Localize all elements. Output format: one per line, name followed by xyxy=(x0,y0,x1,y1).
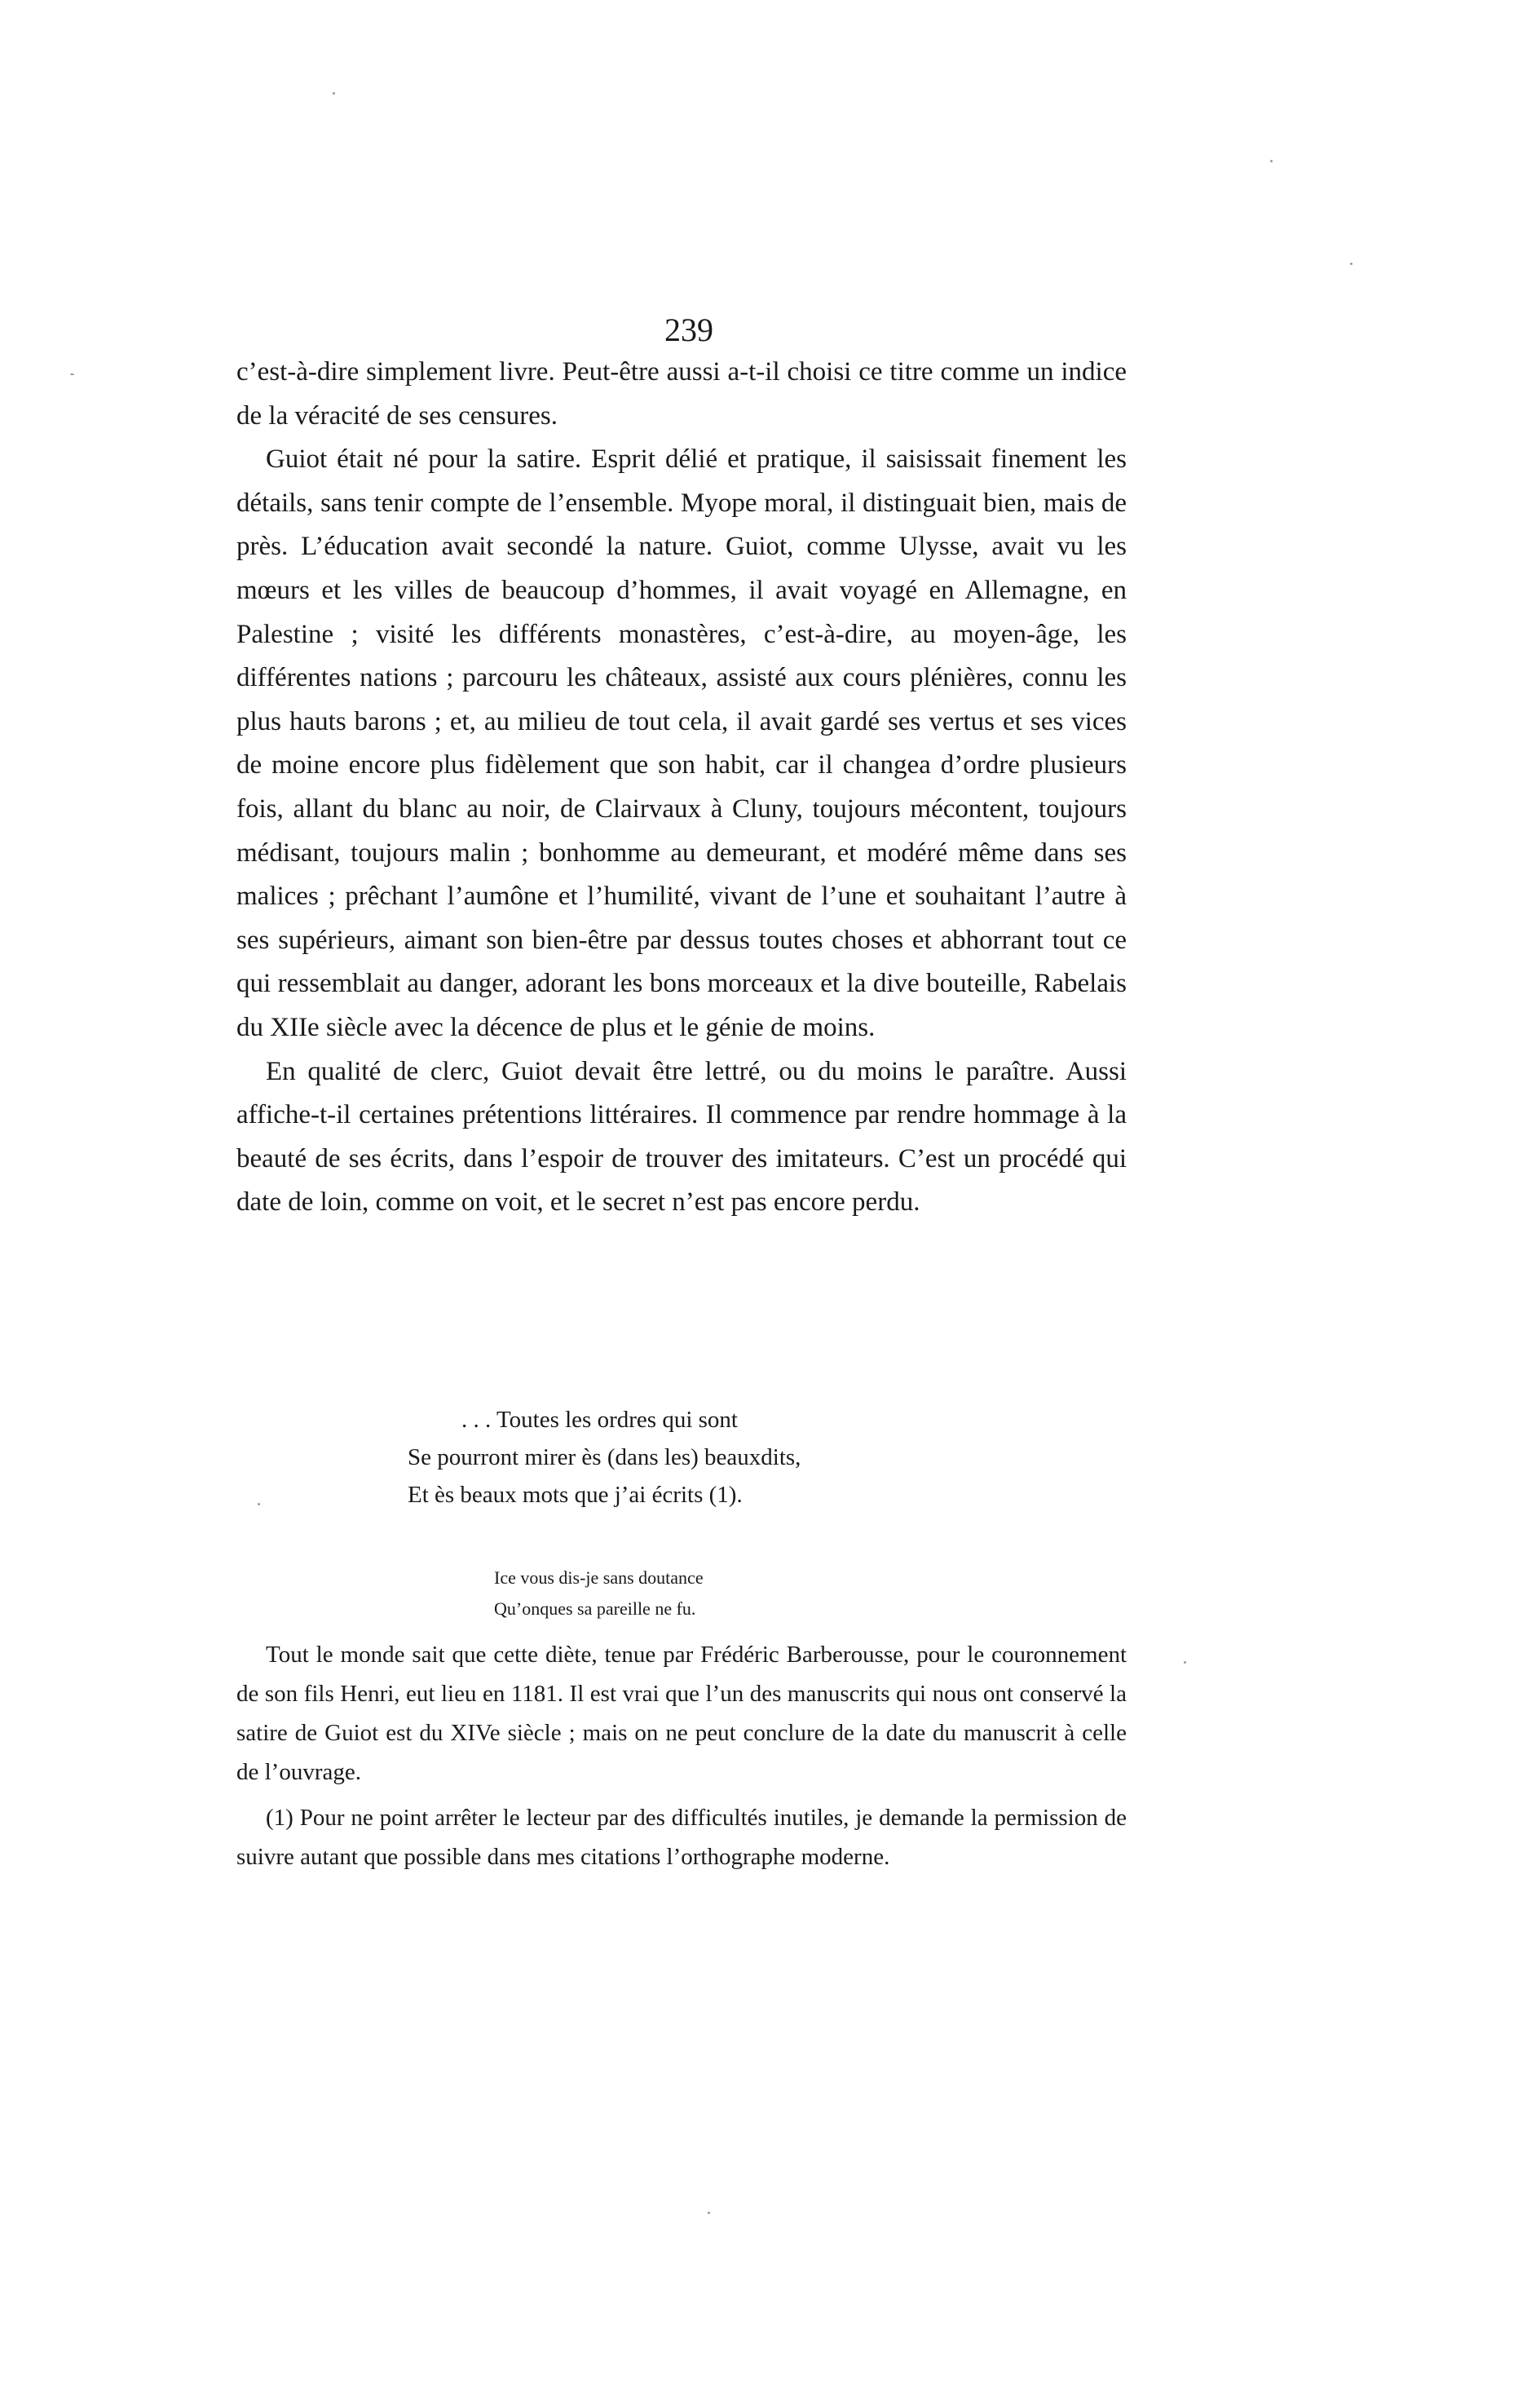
dust-speck xyxy=(333,92,335,95)
footnote: (1) Pour ne point arrêter le lecteur par des difficultés inutiles, je demande la permission de suivre autant que possible dans mes citations l’orthographe moderne. xyxy=(236,1805,1127,1870)
verse-line: Et ès beaux mots que j’ai écrits (1). xyxy=(408,1482,743,1508)
verse-note-line: Qu’onques sa pareille ne fu. xyxy=(494,1598,696,1619)
dust-speck xyxy=(1184,1661,1186,1664)
footnote: Tout le monde sait que cette diète, tenue par Frédéric Barberousse, pour le couronnement de son fils Henri, eut lieu en 1181. Il est vrai que l’un des manuscrits qui nous ont conservé la satire de Guiot est du XIVe siècle ; mais on ne peut conclure de la date du manuscrit à celle de l’ouvrage. xyxy=(236,1642,1127,1785)
verse-note-line: Ice vous dis-je sans doutance xyxy=(494,1567,704,1588)
dust-speck xyxy=(1270,160,1273,162)
dust-speck xyxy=(70,373,74,375)
paragraph: Guiot était né pour la satire. Esprit délié et pratique, il saisissait finement les détails, sans tenir compte de l’ensemble. Myope moral, il distinguait bien, mais de près. L’éducation avait secondé la nature. Guiot, comme Ulysse, avait vu les mœurs et les villes de beaucoup d’hommes, il avait voyagé en Allemagne, en Palestine ; visité les différents monastères, c’est-à-dire, au moyen-âge, les différentes nations ; parcouru les châteaux, assisté aux cours plénières, connu les plus hauts barons ; et, au milieu de tout cela, il avait gardé ses vertus et ses vices de moine encore plus fidèlement que son habit, car il changea d’ordre plusieurs fois, allant du blanc au noir, de Clairvaux à Cluny, toujours mécontent, toujours médisant, toujours malin ; bonhomme au demeurant, et modéré même dans ses malices ; prêchant l’aumône et l’humilité, vivant de l’une et souhaitant l’autre à ses supérieurs, aimant son bien-être par dessus toutes choses et abhorrant tout ce qui ressemblait au danger, adorant les bons morceaux et la dive bouteille, Rabelais du XIIe siècle avec la décence de plus et le génie de moins. xyxy=(236,444,1127,1042)
verse-quotation xyxy=(408,1401,978,1514)
verse-note xyxy=(494,1562,902,1624)
verse-line: . . . Toutes les ordres qui sont xyxy=(461,1407,738,1433)
verse-line: Se pourront mirer ès (dans les) beauxdits, xyxy=(408,1444,801,1470)
paragraph: En qualité de clerc, Guiot devait être lettré, ou du moins le paraître. Aussi affiche-t-il certaines prétentions littéraires. Il commence par rendre hommage à la beauté de ses écrits, dans l’espoir de trouver des imitateurs. C’est un procédé qui date de loin, comme on voit, et le secret n’est pas encore perdu. xyxy=(236,1056,1127,1218)
paragraph: c’est-à-dire simplement livre. Peut-être aussi a-t-il choisi ce titre comme un indice de la véracité de ses censures. xyxy=(236,357,1127,431)
dust-speck xyxy=(258,1503,260,1505)
main-text xyxy=(236,351,1127,1225)
dust-speck xyxy=(1350,263,1352,265)
page-number: 239 xyxy=(664,312,713,348)
dust-speck xyxy=(708,2212,710,2214)
footnotes xyxy=(236,1635,1127,1876)
